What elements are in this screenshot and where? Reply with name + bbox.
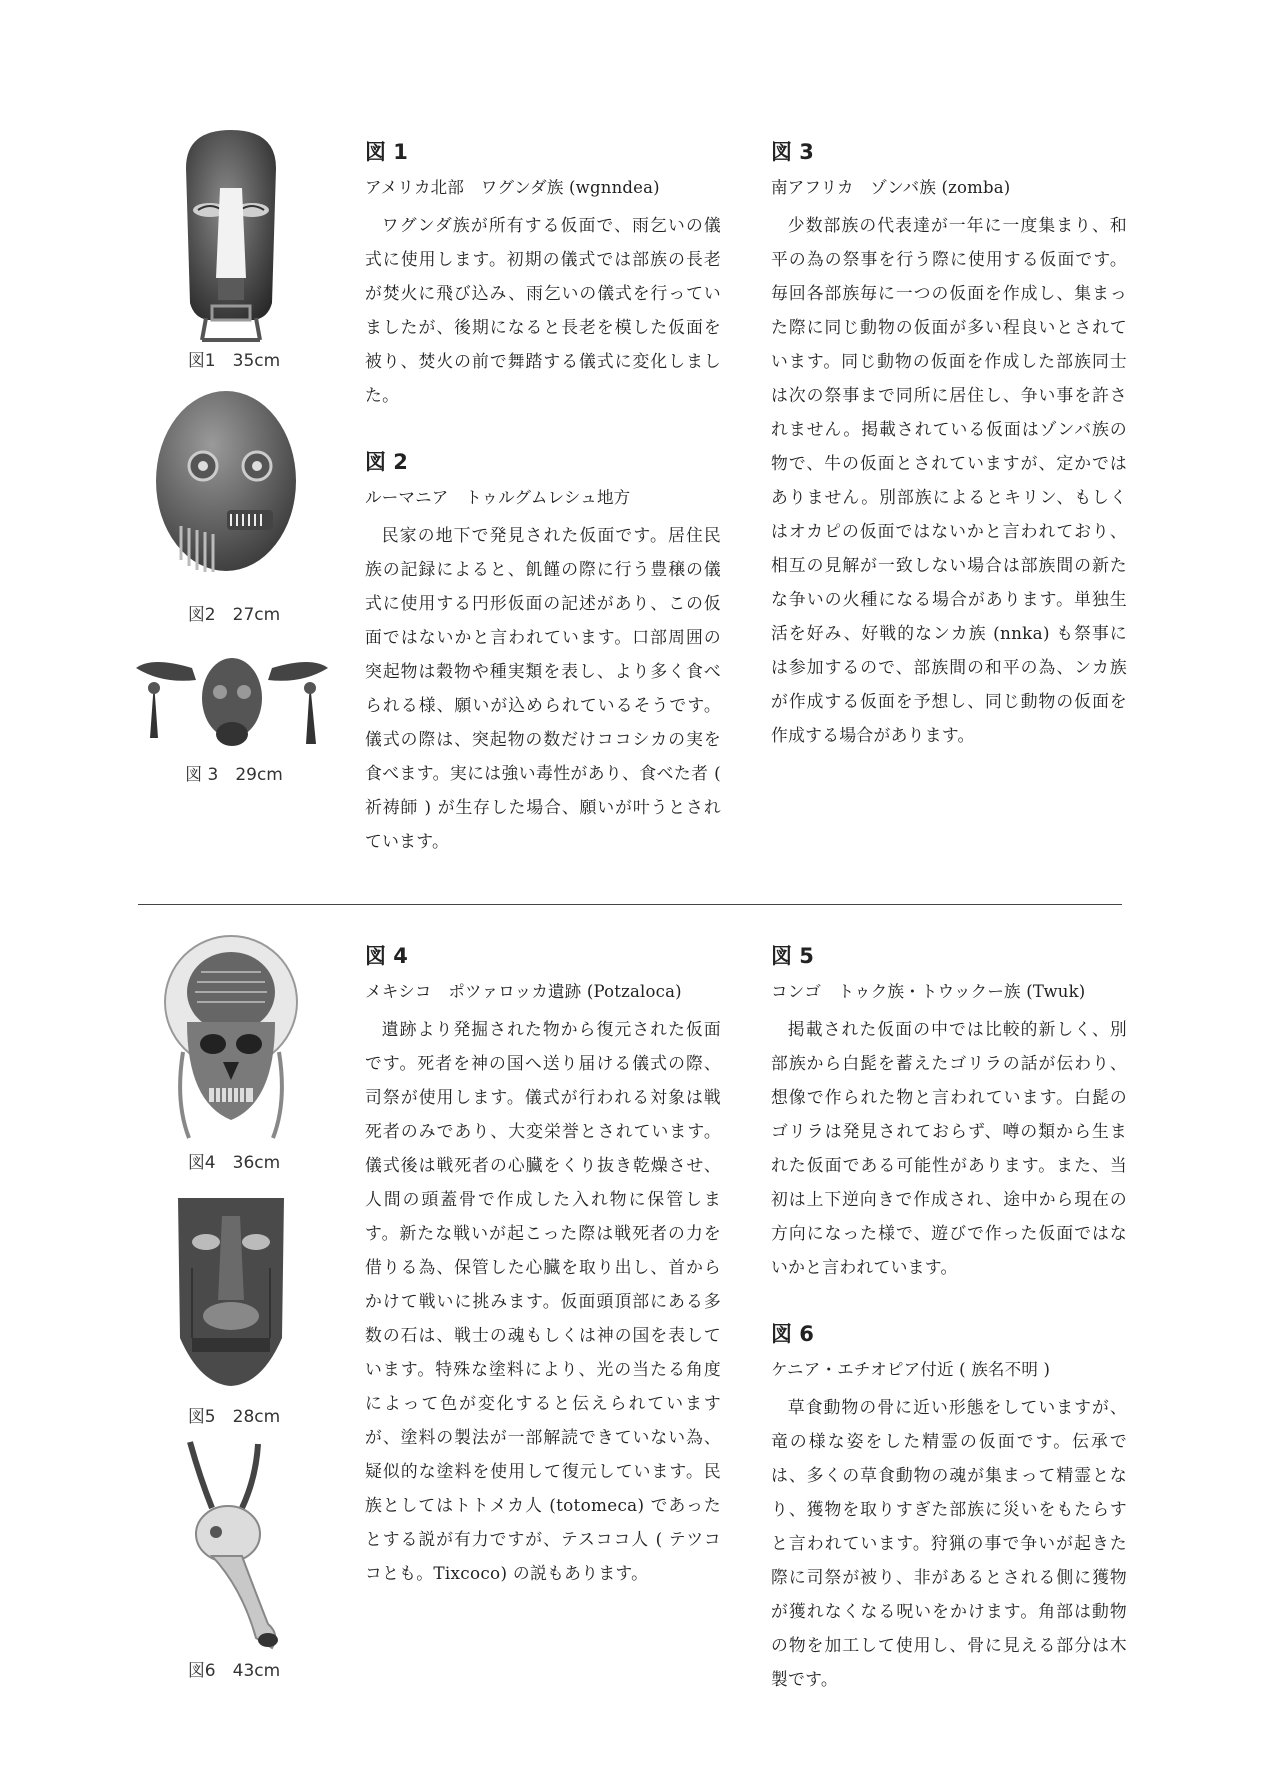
figure-description: 民家の地下で発見された仮面です。居住民族の記録によると、飢饉の際に行う豊穣の儀式に使用する円形仮面の記述があり、この仮面ではないかと言われています。口部周囲の突起物は穀物や種実類を表し、より多く食べられる様、願いが込められているそうです。儀式の際は、突起物の数だけココシカの実を食べます。実には強い毒性があり、食べた者 ( 祈祷師 ) が生存した場合、願いが叶うとされています。 (365, 525, 721, 851)
figure-subtitle: アメリカ北部 ワグンダ族 (wgnndea) (365, 178, 660, 197)
figure-block-2 (365, 446, 721, 858)
figure-description: 掲載された仮面の中では比較的新しく、別部族から白髭を蓄えたゴリラの話が伝わり、想像で作られた物と言われています。白髭のゴリラは発見されておらず、噂の類から生まれた仮面である可能性があります。また、当初は上下逆向きで作成され、途中から現在の方向になった様で、遊びで作った仮面ではないかと言われています。 (771, 1019, 1127, 1277)
figure-subtitle: コンゴ トゥク族・トウックー族 (Twuk) (771, 982, 1086, 1001)
figure-block-5 (771, 940, 1127, 1284)
figure-subtitle: メキシコ ポツァロッカ遺跡 (Potzaloca) (365, 982, 682, 1001)
mask-image-6 (172, 1438, 292, 1658)
figure-heading: 図 1 (365, 140, 408, 164)
figure-subtitle: ルーマニア トゥルグムレシュ地方 (365, 488, 631, 507)
figure-description: ワグンダ族が所有する仮面で、雨乞いの儀式に使用します。初期の儀式では部族の長老が焚火に飛び込み、雨乞いの儀式を行っていましたが、後期になると長老を模した仮面を被り、焚火の前で舞踏する儀式に変化しました。 (365, 215, 721, 405)
figure-heading: 図 3 (771, 140, 814, 164)
figure-block-3 (771, 136, 1127, 752)
figure-description: 少数部族の代表達が一年に一度集まり、和平の為の祭事を行う際に使用する仮面です。毎回各部族毎に一つの仮面を作成し、集まった際に同じ動物の仮面が多い程良いとされています。同じ動物の仮面を作成した部族同士は次の祭事まで同所に居住し、争い事を許されません。掲載されている仮面はゾンバ族の物で、牛の仮面とされていますが、定かではありません。別部族によるとキリン、もしくはオカピの仮面ではないかと言われており、相互の見解が一致しない場合は部族間の新たな争いの火種になる場合があります。単独生活を好み、好戦的なンカ族 (nnka) も祭事には参加するので、部族間の和平の為、ンカ族が作成する仮面を予想し、同じ動物の仮面を作成する場合があります。 (771, 215, 1127, 745)
section-divider (138, 904, 1122, 905)
figure-caption-4: 図4 36cm (187, 1153, 281, 1173)
figure-description: 遺跡より発掘された物から復元された仮面です。死者を神の国へ送り届ける儀式の際、司祭が使用します。儀式が行われる対象は戦死者のみであり、大変栄誉とされています。儀式後は戦死者の心臓をくり抜き乾燥させ、人間の頭蓋骨で作成した入れ物に保管します。新たな戦いが起こった際は戦死者の力を借りる為、保管した心臓を取り出し、首からかけて戦いに挑みます。仮面頭頂部にある多数の石は、戦士の魂もしくは神の国を表しています。特殊な塗料により、光の当たる角度によって色が変化すると伝えられていますが、塗料の製法が一部解読できていない為、疑似的な塗料を使用して復元しています。民族としてはトトメカ人 (totomeca) であったとする説が有力ですが、テスココ人 ( テツココとも。Tixcoco) の説もあります。 (365, 1019, 721, 1583)
figure-subtitle: ケニア・エチオピア付近 ( 族名不明 ) (771, 1360, 1051, 1379)
mask-image-3 (132, 648, 332, 768)
mask-image-5 (172, 1188, 290, 1388)
figure-description: 草食動物の骨に近い形態をしていますが、竜の様な姿をした精霊の仮面です。伝承では、多くの草食動物の魂が集まって精霊となり、獲物を取りすぎた部族に災いをもたらすと言われています。狩猟の事で争いが起きた際に司祭が被り、非があるとされる側に獲物が獲れなくなる呪いをかけます。角部は動物の物を加工して使用し、骨に見える部分は木製です。 (771, 1397, 1127, 1689)
mask-image-2 (151, 386, 301, 576)
figure-block-1 (365, 136, 721, 412)
figure-caption-1: 図1 35cm (187, 351, 281, 371)
mask-image-4 (161, 932, 301, 1142)
figure-caption-3: 図 3 29cm (185, 765, 283, 785)
figure-caption-6: 図6 43cm (187, 1661, 281, 1681)
figure-subtitle: 南アフリカ ゾンバ族 (zomba) (771, 178, 1011, 197)
figure-heading: 図 6 (771, 1322, 814, 1346)
figure-heading: 図 5 (771, 944, 814, 968)
figure-heading: 図 4 (365, 944, 408, 968)
figure-block-6 (771, 1318, 1127, 1696)
figure-caption-2: 図2 27cm (187, 605, 281, 625)
figure-block-4 (365, 940, 721, 1590)
figure-heading: 図 2 (365, 450, 408, 474)
figure-caption-5: 図5 28cm (187, 1407, 281, 1427)
mask-image-1 (176, 128, 286, 343)
